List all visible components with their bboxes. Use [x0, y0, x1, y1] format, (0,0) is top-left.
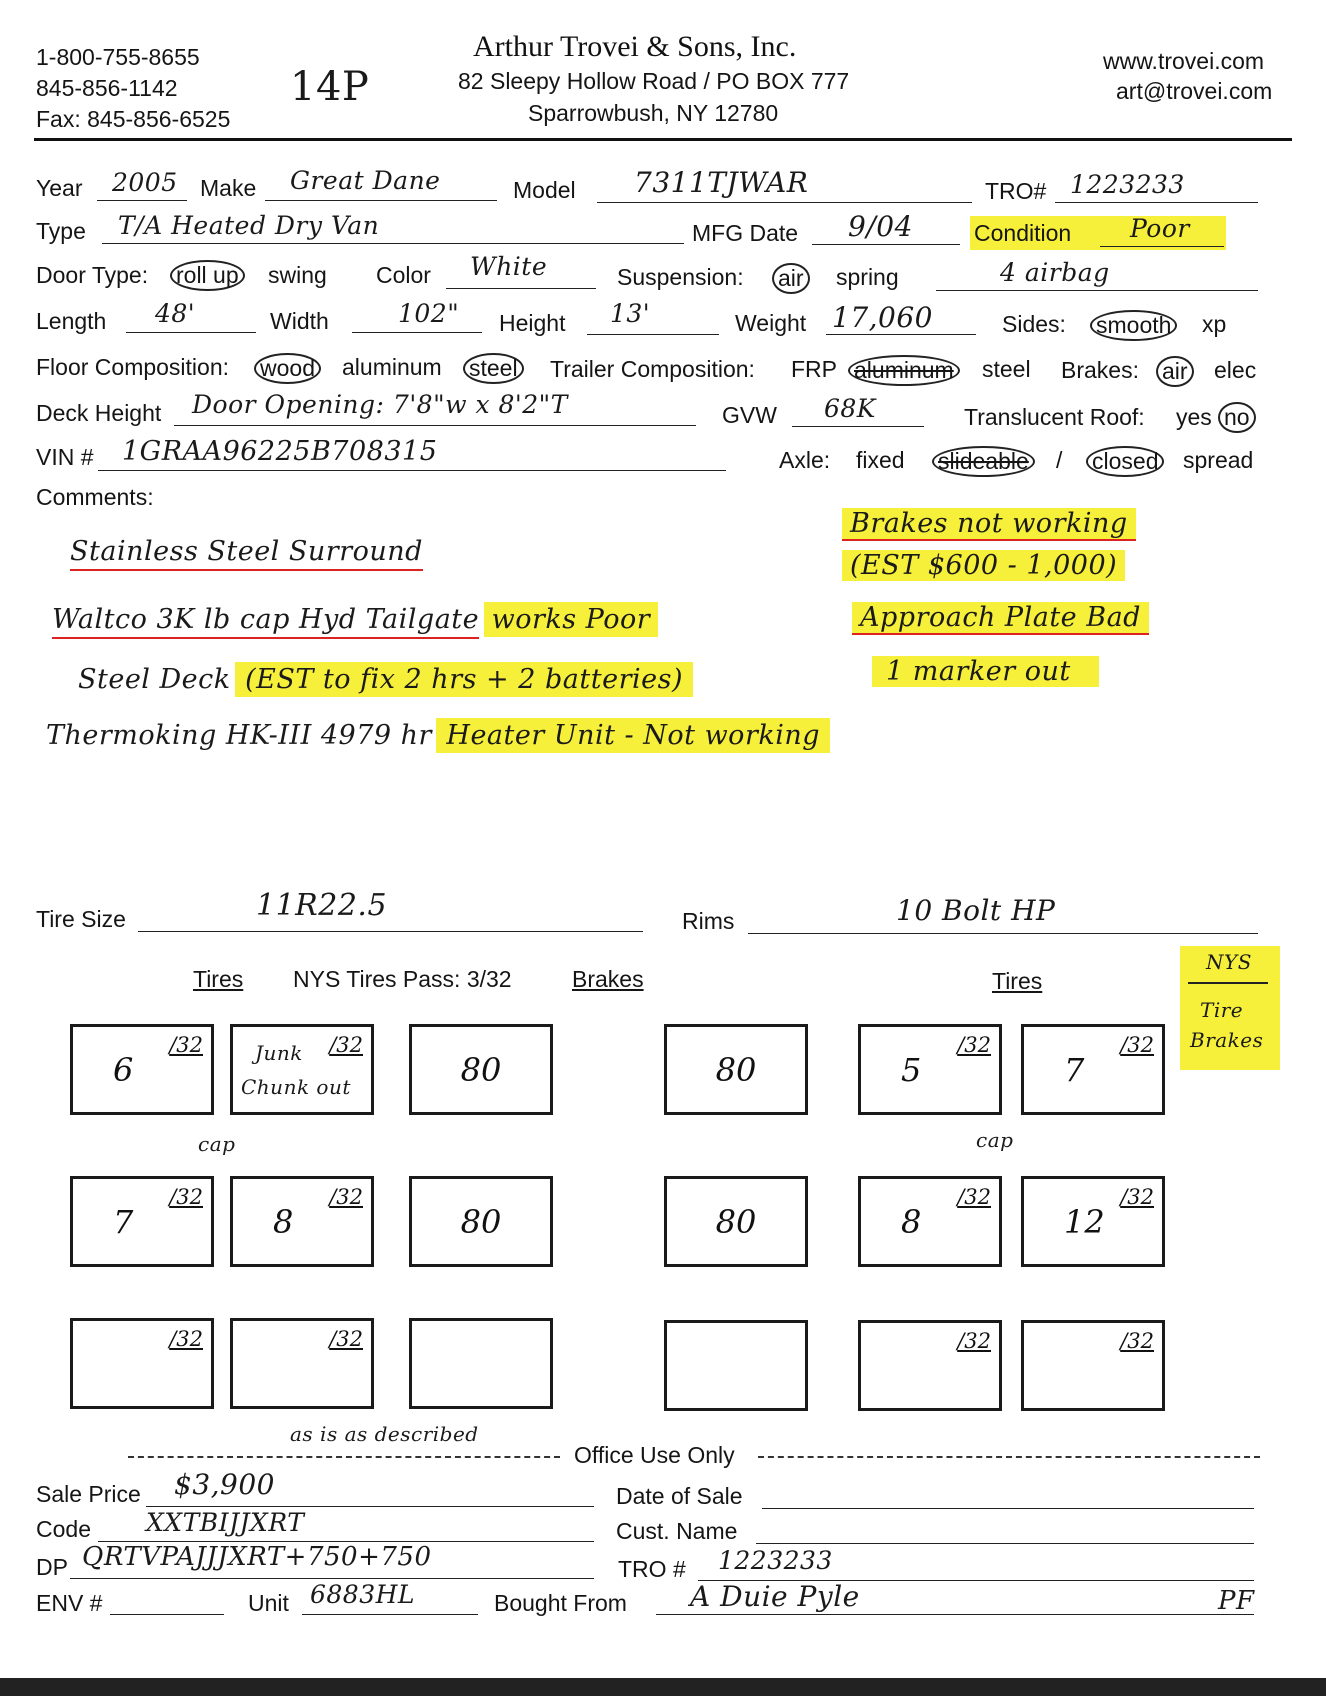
comment-line-3b: (EST to fix 2 hrs + 2 batteries) — [235, 662, 693, 697]
comments-label: Comments: — [36, 484, 154, 510]
brake-box-r1-2[interactable] — [664, 1024, 808, 1115]
length-value: 48' — [155, 299, 196, 328]
tire-box-r1-2[interactable] — [230, 1024, 374, 1115]
cap-note-right: cap — [976, 1128, 1014, 1152]
suspension-label: Suspension: — [617, 264, 744, 290]
as-is-note: as is as described — [290, 1422, 479, 1446]
translucent-roof-label: Translucent Roof: — [964, 404, 1145, 430]
tire-reading: 6 — [113, 1050, 134, 1089]
brake-box-r3-1[interactable] — [409, 1318, 553, 1409]
office-tro-value: 1223233 — [718, 1546, 833, 1575]
height-line — [587, 334, 719, 335]
tire-note-chunk: Chunk out — [241, 1075, 351, 1099]
rims-line — [748, 933, 1258, 934]
brakes-label: Brakes: — [1061, 357, 1139, 383]
company-address-2: Sparrowbush, NY 12780 — [528, 100, 779, 126]
year-line — [97, 200, 187, 201]
office-tro-label: TRO # — [618, 1556, 686, 1582]
floor-steel-option[interactable]: steel — [463, 353, 524, 384]
scan-edge — [0, 1678, 1326, 1696]
tire-note-junk: Junk — [255, 1041, 303, 1065]
comment-right-2: (EST $600 - 1,000) — [842, 550, 1125, 581]
tro-line — [1055, 202, 1258, 203]
comment-line-4a: Thermoking HK-III 4979 hr — [46, 720, 432, 751]
nys-side-note — [1180, 946, 1280, 1070]
color-value: White — [470, 252, 548, 281]
deck-height-line — [174, 425, 696, 426]
tire-fraction: /32 — [169, 1327, 203, 1351]
tire-size-label: Tire Size — [36, 906, 126, 932]
tire-size-line — [138, 931, 643, 932]
side-note-3: Brakes — [1190, 1028, 1264, 1052]
axle-label: Axle: — [779, 447, 831, 473]
mfg-label: MFG Date — [692, 220, 799, 246]
tire-reading: 7 — [1064, 1050, 1085, 1089]
type-value: T/A Heated Dry Van — [118, 211, 380, 240]
mfg-value: 9/04 — [848, 210, 913, 243]
tire-fraction: /32 — [957, 1185, 991, 1209]
tire-fraction: /32 — [329, 1033, 363, 1057]
tire-fraction: /32 — [957, 1033, 991, 1057]
tire-fraction: /32 — [329, 1327, 363, 1351]
dp-line — [70, 1578, 594, 1579]
tire-size-value: 11R22.5 — [256, 888, 388, 923]
axle-separator: / — [1056, 447, 1063, 473]
comment-right-3: Approach Plate Bad — [852, 602, 1149, 635]
comment-right-4: 1 marker out — [872, 656, 1099, 687]
office-dash-right — [758, 1456, 1260, 1458]
comment-line-4 — [46, 720, 830, 751]
comment-line-3a: Steel Deck — [78, 664, 231, 695]
tire-reading: 8 — [273, 1202, 294, 1241]
width-label: Width — [270, 308, 329, 334]
gvw-value: 68K — [824, 394, 876, 423]
brake-box-r3-2[interactable] — [664, 1320, 808, 1411]
gvw-label: GVW — [722, 402, 777, 428]
tire-box-r1-3[interactable] — [858, 1024, 1002, 1115]
model-line — [597, 202, 972, 203]
tire-fraction: /32 — [1120, 1185, 1154, 1209]
side-note-2: Tire — [1200, 998, 1244, 1022]
env-label: ENV # — [36, 1590, 103, 1616]
vin-label: VIN # — [36, 444, 94, 470]
brake-reading: 80 — [715, 1050, 757, 1089]
height-value: 13' — [610, 299, 651, 328]
bought-from-label: Bought From — [494, 1590, 627, 1616]
comment-line-2a: Waltco 3K lb cap Hyd Tailgate — [52, 604, 479, 639]
door-swing-option[interactable]: swing — [268, 262, 327, 288]
tire-box-r1-1[interactable] — [70, 1024, 214, 1115]
tire-fraction: /32 — [1120, 1329, 1154, 1353]
brake-reading: 80 — [715, 1202, 757, 1241]
width-line — [352, 332, 482, 333]
floor-wood-option[interactable]: wood — [254, 353, 321, 384]
door-rollup-option[interactable]: roll up — [170, 260, 245, 291]
side-note-divider — [1188, 982, 1268, 984]
brakes-elec-option[interactable]: elec — [1214, 357, 1257, 383]
bought-from-value: A Duie Pyle — [690, 1580, 860, 1613]
comment-line-2b: works Poor — [484, 602, 659, 637]
code-label: Code — [36, 1516, 91, 1542]
tire-box-r1-4[interactable] — [1021, 1024, 1165, 1115]
axle-closed-option[interactable]: closed — [1086, 446, 1164, 477]
tires-heading-right: Tires — [992, 968, 1043, 994]
axle-slideable-option[interactable]: slideable — [932, 446, 1035, 477]
door-type-label: Door Type: — [36, 262, 149, 288]
tire-box-r2-1[interactable] — [70, 1176, 214, 1267]
year-value: 2005 — [112, 168, 178, 197]
height-label: Height — [499, 310, 566, 336]
comment-line-3 — [78, 664, 693, 695]
tire-box-r2-4[interactable] — [1021, 1176, 1165, 1267]
year-label: Year — [36, 175, 83, 201]
cap-note-left: cap — [198, 1132, 236, 1156]
side-note-1: NYS — [1206, 950, 1252, 974]
vin-line — [98, 470, 726, 471]
company-name: Arthur Trovei & Sons, Inc. — [473, 30, 797, 63]
tire-box-r3-4[interactable] — [1021, 1320, 1165, 1411]
length-line — [126, 332, 256, 333]
suspension-spring-option[interactable]: spring — [836, 264, 899, 290]
make-line — [265, 200, 497, 201]
tire-reading: 5 — [901, 1050, 922, 1089]
tire-fraction: /32 — [957, 1329, 991, 1353]
initials: PF — [1218, 1586, 1255, 1616]
weight-label: Weight — [735, 310, 807, 336]
weight-value: 17,060 — [832, 301, 933, 334]
bought-from-line — [656, 1614, 1254, 1615]
trailer-frp-option[interactable]: FRP — [791, 356, 837, 382]
trailer-steel-option[interactable]: steel — [982, 356, 1031, 382]
rims-label: Rims — [682, 908, 735, 934]
tire-box-r3-1[interactable] — [70, 1318, 214, 1409]
roof-no-option[interactable]: no — [1218, 402, 1256, 433]
floor-label: Floor Composition: — [36, 354, 230, 380]
tire-fraction: /32 — [329, 1185, 363, 1209]
suspension-air-option[interactable]: air — [772, 263, 810, 294]
tire-reading: 7 — [113, 1202, 134, 1241]
axle-spread-option[interactable]: spread — [1183, 447, 1254, 473]
make-label: Make — [200, 175, 257, 201]
env-line — [110, 1614, 224, 1615]
tro-label: TRO# — [985, 178, 1047, 204]
model-value: 7311TJWAR — [634, 166, 809, 199]
tire-reading: 12 — [1064, 1202, 1105, 1241]
unit-label: Unit — [248, 1590, 289, 1616]
nys-tires-pass: NYS Tires Pass: 3/32 — [293, 966, 512, 992]
brake-reading: 80 — [460, 1202, 502, 1241]
tire-box-r2-2[interactable] — [230, 1176, 374, 1267]
width-value: 102" — [398, 299, 460, 328]
floor-aluminum-option[interactable]: aluminum — [342, 354, 442, 380]
trailer-aluminum-option[interactable]: aluminum — [848, 355, 960, 386]
sides-smooth-option[interactable]: smooth — [1090, 310, 1177, 341]
company-email: art@trovei.com — [1116, 78, 1273, 104]
code-value: XXTBIJJXRT — [146, 1508, 305, 1537]
gvw-line — [792, 426, 924, 427]
tire-fraction: /32 — [169, 1185, 203, 1209]
sides-xp-option[interactable]: xp — [1202, 311, 1227, 337]
brake-box-r2-2[interactable] — [664, 1176, 808, 1267]
sale-price-line — [146, 1506, 594, 1507]
handwritten-code: 14P — [290, 64, 370, 110]
company-address-1: 82 Sleepy Hollow Road / PO BOX 777 — [458, 68, 850, 94]
company-website: www.trovei.com — [1103, 48, 1265, 74]
tire-fraction: /32 — [1120, 1033, 1154, 1057]
condition-value: Poor — [1130, 214, 1190, 243]
type-label: Type — [36, 218, 86, 244]
color-label: Color — [376, 262, 431, 288]
suspension-value: 4 airbag — [1000, 258, 1110, 287]
axle-fixed-option[interactable]: fixed — [856, 447, 905, 473]
tire-fraction: /32 — [169, 1033, 203, 1057]
brakes-air-option[interactable]: air — [1156, 356, 1194, 387]
tro-value: 1223233 — [1070, 170, 1185, 199]
color-line — [446, 288, 596, 289]
office-use-label: Office Use Only — [574, 1442, 735, 1468]
type-line — [102, 243, 684, 244]
vin-value: 1GRAA96225B708315 — [122, 436, 438, 467]
unit-value: 6883HL — [310, 1580, 416, 1609]
brake-box-r2-1[interactable] — [409, 1176, 553, 1267]
dp-value: QRTVPAJJJXRT+750+750 — [82, 1542, 432, 1572]
date-of-sale-line — [762, 1508, 1254, 1509]
phone-1: 1-800-755-8655 — [36, 44, 200, 70]
tire-box-r3-2[interactable] — [230, 1318, 374, 1409]
brake-reading: 80 — [460, 1050, 502, 1089]
tire-box-r3-3[interactable] — [858, 1320, 1002, 1411]
mfg-line — [812, 244, 960, 245]
header-divider — [34, 138, 1292, 141]
brakes-heading: Brakes — [572, 966, 644, 992]
roof-yes-option[interactable]: yes — [1176, 404, 1212, 430]
comment-right-1: Brakes not working — [842, 508, 1136, 541]
deck-height-value: Door Opening: 7'8"w x 8'2"T — [192, 390, 568, 419]
condition-label: Condition — [974, 220, 1072, 246]
model-label: Model — [513, 177, 576, 203]
deck-height-label: Deck Height — [36, 400, 162, 426]
sale-price-label: Sale Price — [36, 1481, 141, 1507]
tire-box-r2-3[interactable] — [858, 1176, 1002, 1267]
cust-name-line — [756, 1543, 1254, 1544]
date-of-sale-label: Date of Sale — [616, 1483, 743, 1509]
condition-line — [1100, 246, 1224, 247]
comment-line-1: Stainless Steel Surround — [70, 536, 423, 571]
office-dash-left — [128, 1456, 560, 1458]
tires-heading-left: Tires — [193, 966, 244, 992]
weight-line — [826, 334, 976, 335]
make-value: Great Dane — [290, 166, 441, 195]
brake-box-r1-1[interactable] — [409, 1024, 553, 1115]
trailer-label: Trailer Composition: — [550, 356, 755, 382]
dp-label: DP — [36, 1554, 68, 1580]
comment-line-4b: Heater Unit - Not working — [436, 718, 830, 753]
rims-value: 10 Bolt HP — [896, 894, 1056, 927]
fax-number: Fax: 845-856-6525 — [36, 106, 231, 132]
sale-price-value: $3,900 — [174, 1468, 275, 1501]
sides-label: Sides: — [1002, 311, 1066, 337]
suspension-line — [936, 290, 1258, 291]
phone-2: 845-856-1142 — [36, 75, 178, 101]
length-label: Length — [36, 308, 107, 334]
comment-line-2 — [52, 604, 658, 635]
tire-reading: 8 — [901, 1202, 922, 1241]
condition-field — [970, 216, 1226, 250]
unit-line — [302, 1614, 478, 1615]
cust-name-label: Cust. Name — [616, 1518, 738, 1544]
